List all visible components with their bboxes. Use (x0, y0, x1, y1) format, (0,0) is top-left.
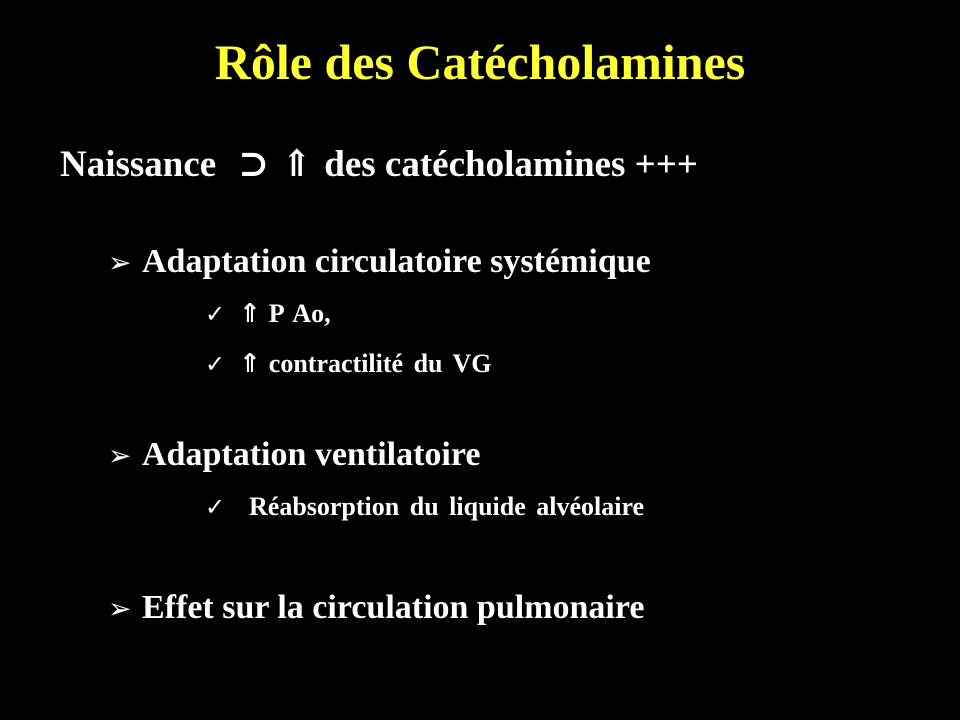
section-label: Effet sur la circulation pulmonaire (142, 589, 645, 626)
lead-line (60, 140, 698, 190)
section-pulmonary (108, 586, 644, 631)
lead-text: des catécholamines +++ (324, 144, 698, 185)
arrow-bullet-icon: ➢ (108, 246, 132, 279)
increase-arrow-icon: ⇑ (239, 349, 261, 379)
list-item-text: Réabsorption du liquide alvéolaire (249, 492, 645, 521)
checkmark-icon: ✓ (205, 300, 226, 328)
arrow-bullet-icon: ➢ (108, 439, 132, 472)
slide-title: Rôle des Catécholamines (214, 34, 746, 90)
increase-arrow-icon: ⇑ (281, 144, 313, 185)
list-item-text: P Ao, (268, 299, 331, 328)
implies-icon: ⊃ (238, 144, 270, 185)
section-label: Adaptation circulatoire systémique (142, 243, 651, 280)
increase-arrow-icon: ⇑ (239, 299, 261, 329)
arrow-bullet-icon: ➢ (108, 592, 132, 625)
list-item (205, 296, 331, 332)
section-circulatory (108, 240, 651, 285)
list-item-text: contractilité du VG (268, 349, 492, 378)
list-item (205, 346, 492, 382)
list-item (205, 489, 644, 525)
section-ventilatory (108, 433, 480, 478)
lead-label: Naissance (60, 144, 217, 185)
checkmark-icon: ✓ (205, 493, 226, 521)
section-label: Adaptation ventilatoire (142, 436, 481, 473)
checkmark-icon: ✓ (205, 350, 226, 378)
